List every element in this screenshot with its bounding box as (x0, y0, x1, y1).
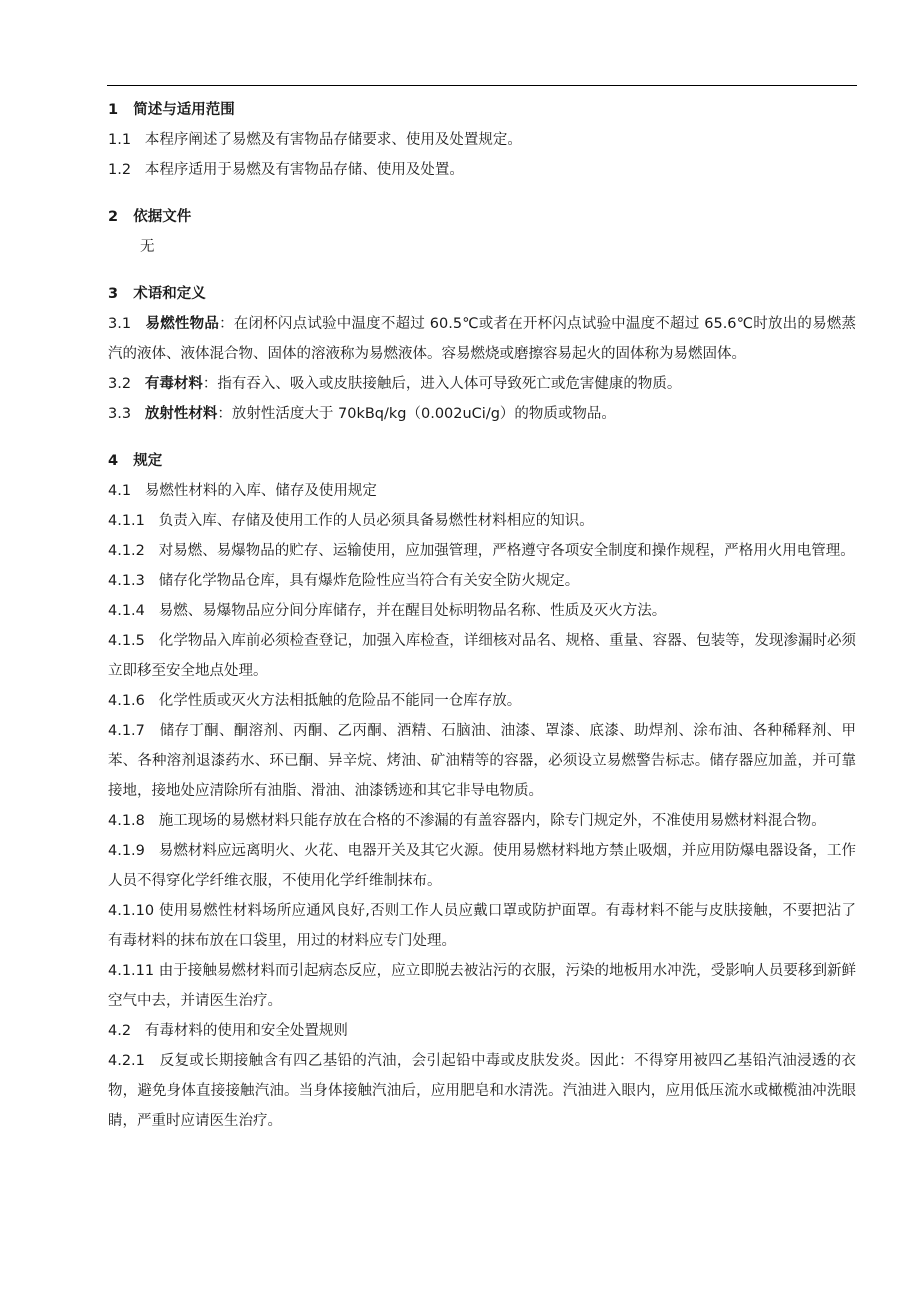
para-3-1-text: ：在闭杯闪点试验中温度不超过 60.5℃或者在开杯闪点试验中温度不超过 65.6℃时放出的易燃蒸汽的液体、液体混合物、固体的溶液称为易燃液体。容易燃烧或磨擦容易起火的固体称为易燃固体。 (108, 316, 856, 362)
para-3-1 (108, 309, 856, 369)
para-3-3 (108, 399, 856, 429)
section-3-heading: 3 术语和定义 (108, 286, 206, 302)
para-3-3-number: 3.3 (108, 406, 145, 422)
document-body (108, 95, 856, 1136)
para-4-1-5: 4.1.5 化学物品入库前必须检查登记，加强入库检查，详细核对品名、规格、重量、容器、包装等，发现渗漏时必须立即移至安全地点处理。 (108, 633, 856, 679)
para-4-1-2: 4.1.2 对易燃、易爆物品的贮存、运输使用，应加强管理，严格遵守各项安全制度和操作规程，严格用火用电管理。 (108, 543, 855, 559)
para-4-2-1: 4.2.1 反复或长期接触含有四乙基铅的汽油，会引起铅中毒或皮肤发炎。因此：不得穿用被四乙基铅汽油浸透的衣物，避免身体直接接触汽油。当身体接触汽油后，应用肥皂和水清洗。汽油进入眼内，应用低压流水或橄榄油冲洗眼睛，严重时应请医生治疗。 (108, 1053, 856, 1129)
para-4-1-10: 4.1.10 使用易燃性材料场所应通风良好,否则工作人员应戴口罩或防护面罩。有毒材料不能与皮肤接触，不要把沾了有毒材料的抹布放在口袋里，用过的材料应专门处理。 (108, 903, 856, 949)
para-3-2-text: ：指有吞入、吸入或皮肤接触后，进入人体可导致死亡或危害健康的物质。 (202, 376, 682, 392)
section-2-heading: 2 依据文件 (108, 209, 192, 225)
para-4-1-7: 4.1.7 储存丁酮、酮溶剂、丙酮、乙丙酮、酒精、石脑油、油漆、罩漆、底漆、助焊剂、涂布油、各种稀释剂、甲苯、各种溶剂退漆药水、环已酮、异辛烷、烤油、矿油精等的容器，必须设立易燃警告标志。储存器应加盖，并可靠接地，接地处应清除所有油脂、滑油、油漆锈迹和其它非导电物质。 (108, 723, 856, 799)
term-radioactive: 放射性材料 (144, 406, 218, 422)
section-4-heading: 4 规定 (108, 453, 163, 469)
term-toxic: 有毒材料 (144, 376, 203, 392)
section-1-heading: 1 简述与适用范围 (108, 102, 235, 118)
para-3-2-number: 3.2 (108, 376, 145, 392)
para-4-1: 4.1 易燃性材料的入库、储存及使用规定 (108, 483, 377, 499)
para-2-body: 无 (140, 239, 155, 255)
header-rule (107, 85, 857, 86)
para-3-3-text: ：放射性活度大于 70kBq/kg（0.002uCi/g）的物质或物品。 (217, 406, 616, 422)
para-4-1-11: 4.1.11 由于接触易燃材料而引起病态反应，应立即脱去被沾污的衣服，污染的地板用水冲洗，受影响人员要移到新鲜空气中去，并请医生治疗。 (108, 963, 856, 1009)
para-1-1: 1.1 本程序阐述了易燃及有害物品存储要求、使用及处置规定。 (108, 132, 522, 148)
para-4-1-8: 4.1.8 施工现场的易燃材料只能存放在合格的不渗漏的有盖容器内，除专门规定外，不准使用易燃材料混合物。 (108, 813, 826, 829)
para-3-1-number: 3.1 (108, 316, 146, 332)
para-4-1-1: 4.1.1 负责入库、存储及使用工作的人员必须具备易燃性材料相应的知识。 (108, 513, 594, 529)
para-4-1-4: 4.1.4 易燃、易爆物品应分间分库储存，并在醒目处标明物品名称、性质及灭火方法。 (108, 603, 667, 619)
para-3-2 (108, 369, 856, 399)
para-4-1-9: 4.1.9 易燃材料应远离明火、火花、电器开关及其它火源。使用易燃材料地方禁止吸烟，并应用防爆电器设备，工作人员不得穿化学纤维衣服，不使用化学纤维制抹布。 (108, 843, 856, 889)
para-4-1-6: 4.1.6 化学性质或灭火方法相抵触的危险品不能同一仓库存放。 (108, 693, 522, 709)
para-4-1-3: 4.1.3 储存化学物品仓库，具有爆炸危险性应当符合有关安全防火规定。 (108, 573, 580, 589)
para-4-2: 4.2 有毒材料的使用和安全处置规则 (108, 1023, 348, 1039)
term-flammable: 易燃性物品 (145, 316, 220, 332)
para-1-2: 1.2 本程序适用于易燃及有害物品存储、使用及处置。 (108, 162, 464, 178)
